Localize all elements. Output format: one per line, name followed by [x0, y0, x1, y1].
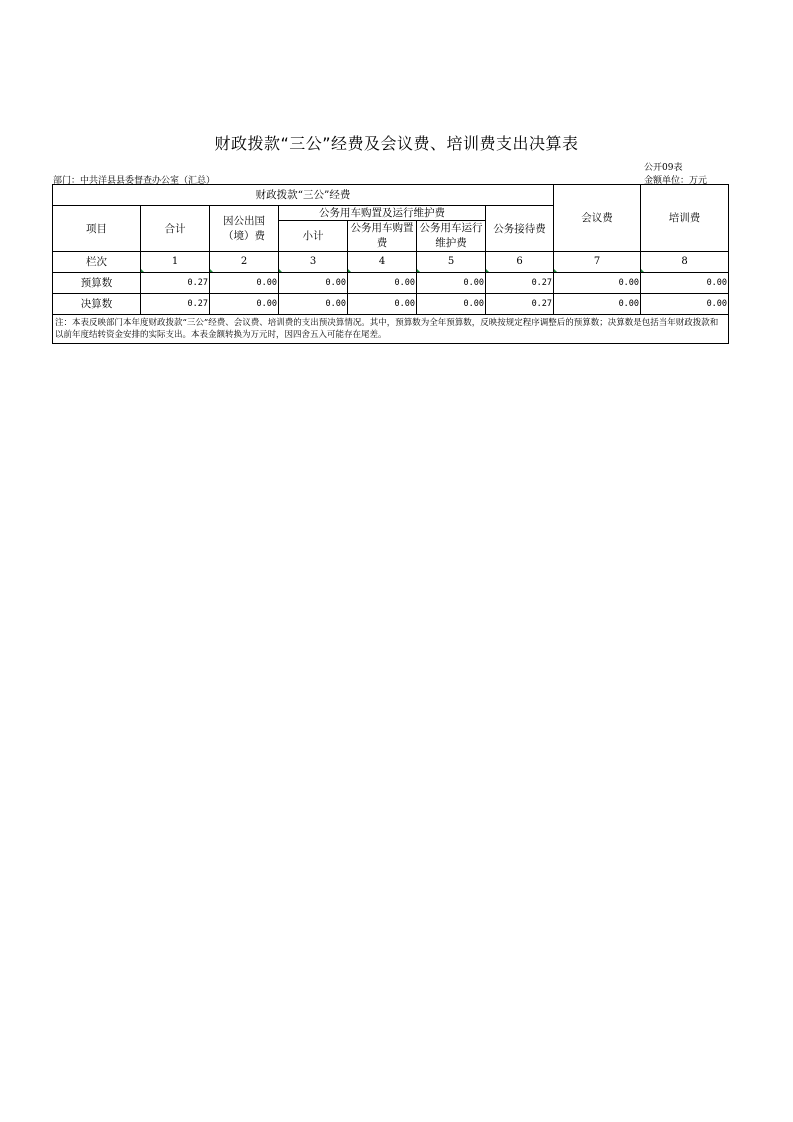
budget-vehicle-operation: 0.00 [417, 273, 486, 294]
column-index-value: 5 [447, 256, 455, 267]
header-reception: 公务接待费 [486, 206, 554, 252]
budget-reception: 0.27 [486, 273, 554, 294]
form-number: 公开09表 [644, 163, 683, 173]
budget-meeting: 0.00 [554, 273, 641, 294]
budget-vehicle-purchase: 0.00 [348, 273, 417, 294]
column-index-cell [554, 252, 641, 273]
amount-unit: 金额单位：万元 [644, 176, 708, 186]
cell-marker [554, 269, 557, 272]
final-meeting: 0.00 [554, 294, 641, 315]
cell-marker [348, 269, 351, 272]
cell-marker [210, 269, 213, 272]
header-sangong-group: 财政拨款“三公”经费 [53, 185, 554, 206]
budget-training: 0.00 [641, 273, 729, 294]
column-index-value: 7 [593, 256, 601, 267]
page-title: 财政拨款“三公”经费及会议费、培训费支出决算表 [214, 134, 579, 153]
header-total: 合计 [141, 206, 210, 252]
header-row-1 [53, 185, 729, 206]
budget-total: 0.27 [141, 273, 210, 294]
header-training: 培训费 [641, 185, 729, 252]
final-total: 0.27 [141, 294, 210, 315]
header-vehicle-group: 公务用车购置及运行维护费 [279, 206, 486, 221]
column-index-value: 1 [171, 256, 179, 267]
cell-marker [417, 269, 420, 272]
column-index-label: 栏次 [53, 252, 141, 273]
cell-marker [641, 269, 644, 272]
header-item: 项目 [53, 206, 141, 252]
final-vehicle-operation: 0.00 [417, 294, 486, 315]
column-index-cell [348, 252, 417, 273]
header-vehicle-purchase: 公务用车购置费 [348, 221, 417, 252]
final-training: 0.00 [641, 294, 729, 315]
column-index-cell [141, 252, 210, 273]
note-row [53, 315, 729, 344]
column-index-value: 8 [681, 256, 688, 267]
column-index-value: 6 [516, 256, 523, 267]
department-label: 部门：中共洋县县委督查办公室（汇总） [53, 176, 216, 186]
column-index-cell [417, 252, 486, 273]
column-index-row [53, 252, 729, 273]
header-vehicle-operation: 公务用车运行维护费 [417, 221, 486, 252]
column-index-cell [279, 252, 348, 273]
column-index-cell [641, 252, 729, 273]
expenditure-table [52, 184, 729, 344]
table-note: 注：本表反映部门本年度财政拨款“三公”经费、会议费、培训费的支出预决算情况。其中，预算数为全年预算数，反映按规定程序调整后的预算数；决算数是包括当年财政拨款和以前年度结转资金安排的实际支出。本表金额转换为万元时，因四舍五入可能存在尾差。 [53, 315, 729, 344]
header-abroad: 因公出国（境）费 [210, 206, 279, 252]
column-index-cell [486, 252, 554, 273]
final-abroad: 0.00 [210, 294, 279, 315]
header-meeting: 会议费 [554, 185, 641, 252]
column-index-value: 3 [309, 256, 317, 267]
budget-abroad: 0.00 [210, 273, 279, 294]
header-subtotal: 小计 [279, 221, 348, 252]
column-index-value: 4 [378, 256, 386, 267]
final-vehicle-subtotal: 0.00 [279, 294, 348, 315]
final-reception: 0.27 [486, 294, 554, 315]
final-vehicle-purchase: 0.00 [348, 294, 417, 315]
column-index-value: 2 [240, 256, 248, 267]
cell-marker [486, 269, 489, 272]
cell-marker [279, 269, 282, 272]
row-label: 预算数 [53, 273, 141, 294]
budget-vehicle-subtotal: 0.00 [279, 273, 348, 294]
cell-marker [141, 269, 144, 272]
table-row-final [53, 294, 729, 315]
row-label: 决算数 [53, 294, 141, 315]
table-row-budget [53, 273, 729, 294]
column-index-cell [210, 252, 279, 273]
